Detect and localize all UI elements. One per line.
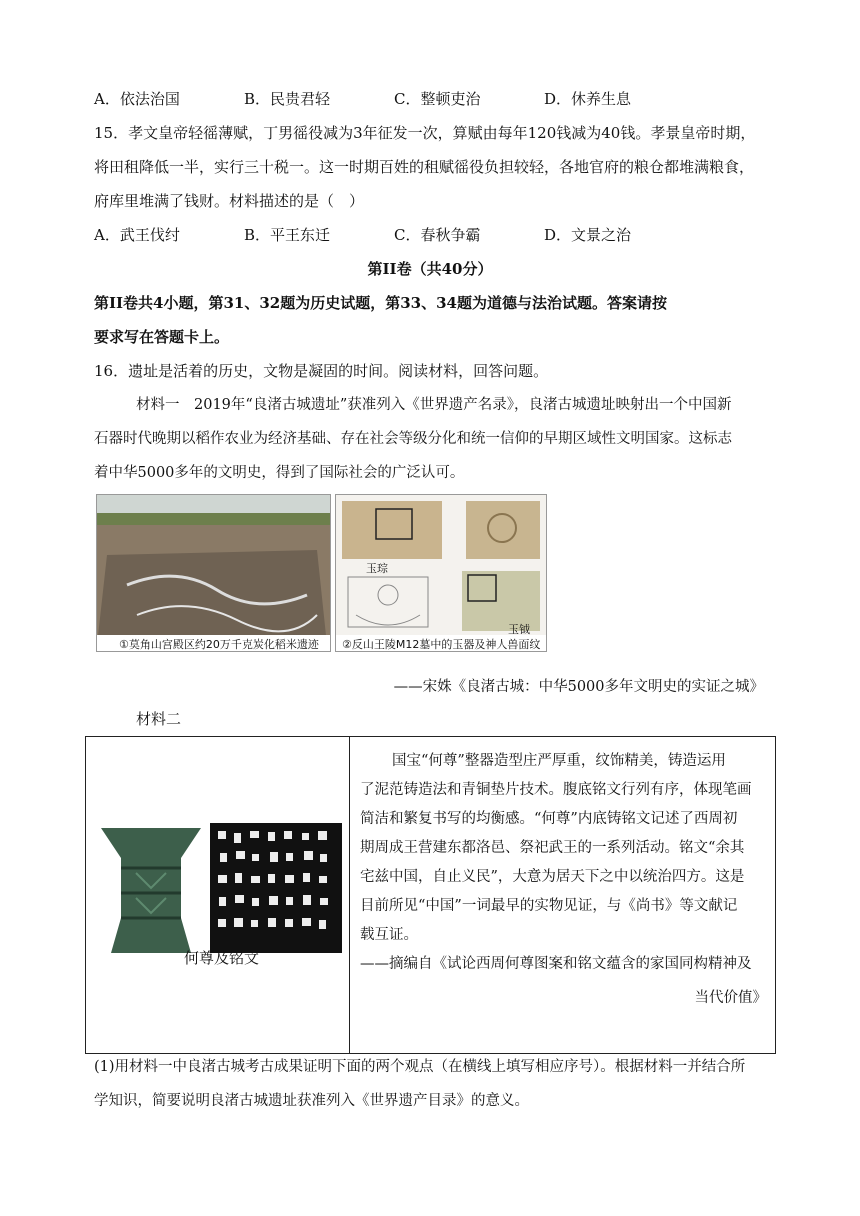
q16-intro: 16．遗址是活着的历史，文物是凝固的时间。阅读材料，回答问题。 xyxy=(94,362,549,380)
q14-option-b: B．民贵君轻 xyxy=(244,90,331,108)
material2-source-2: 当代价值》 xyxy=(694,990,767,1006)
section-title: 第II卷（共40分） xyxy=(367,260,493,278)
q15-option-d: D．文景之治 xyxy=(544,226,632,244)
jade-caption: ②反山王陵M12墓中的玉器及神人兽面纹 xyxy=(342,638,541,651)
material2-text-line-1: 国宝“何尊”整器造型庄严厚重，纹饰精美，铸造运用 xyxy=(392,753,726,769)
inscription-rubbing-image xyxy=(210,823,342,953)
material2-text-line-7: 载互证。 xyxy=(360,927,418,943)
material2-text-line-6: 目前所见“中国”一词最早的实物见证，与《尚书》等文献记 xyxy=(360,898,738,914)
label-jade-cong: 玉琮 xyxy=(366,562,388,575)
material1-line-1: 材料一 2019年“良渚古城遗址”获准列入《世界遗产名录》，良渚古城遗址映射出一个中国新 xyxy=(136,397,732,413)
material2-text-line-5: 宅兹中国，自止义民”，大意为居天下之中以统治四方。这是 xyxy=(360,869,745,885)
material2-text-line-4: 期周成王营建东都洛邑、祭祀武王的一系列活动。铭文“余其 xyxy=(360,840,745,856)
table-divider xyxy=(349,737,350,1053)
material1-line-2: 石器时代晚期以稻作农业为经济基础、存在社会等级分化和统一信仰的早期区域性文明国家。这标志 xyxy=(94,431,732,447)
material2-text-line-2: 了泥范铸造法和青铜垫片技术。腹底铭文行列有序，体现笔画 xyxy=(360,782,752,798)
sub-question-1-line-2: 学知识，简要说明良渚古城遗址获准列入《世界遗产目录》的意义。 xyxy=(94,1093,529,1109)
he-zun-vessel-image xyxy=(96,823,206,958)
jade-artifacts-photo xyxy=(335,494,547,652)
q15-option-a: A．武王伐纣 xyxy=(94,226,180,244)
q15-option-c: C．春秋争霸 xyxy=(394,226,481,244)
material1-line-3: 着中华5000多年的文明史，得到了国际社会的广泛认可。 xyxy=(94,465,465,481)
section-instructions-2: 要求写在答题卡上。 xyxy=(94,328,230,346)
q14-option-a: A．依法治国 xyxy=(94,90,180,108)
sub-question-1-line-1: (1)用材料一中良渚古城考古成果证明下面的两个观点（在横线上填写相应序号）。根据材料一并结合所 xyxy=(94,1059,746,1075)
material1-source: ——宋姝《良渚古城：中华5000多年文明史的实证之城》 xyxy=(393,679,764,695)
q15-line-3: 府库里堆满了钱财。材料描述的是（ ） xyxy=(94,192,365,210)
q14-option-d: D．休养生息 xyxy=(544,90,632,108)
vessel-caption: 何尊及铭文 xyxy=(184,949,260,967)
q15-line-2: 将田租降低一半，实行三十税一。这一时期百姓的租赋徭役负担较轻，各地官府的粮仓都堆满粮食， xyxy=(94,158,755,176)
label-jade-yue: 玉钺 xyxy=(508,623,530,636)
q15-line-1: 15．孝文皇帝轻徭薄赋，丁男徭役减为3年征发一次，算赋由每年120钱减为40钱。孝景皇帝时期， xyxy=(94,124,756,142)
material2-label: 材料二 xyxy=(136,710,182,728)
excavation-site-photo xyxy=(96,494,331,652)
material2-table xyxy=(85,736,776,1054)
material2-text-line-3: 简洁和繁复书写的均衡感。“何尊”内底铸铭文记述了西周初 xyxy=(360,811,738,827)
material2-source-1: ——摘编自《试论西周何尊图案和铭文蕴含的家国同构精神及 xyxy=(360,956,752,972)
section-instructions-1: 第II卷共4小题，第31、32题为历史试题，第33、34题为道德与法治试题。答案请按 xyxy=(94,294,667,312)
q14-option-c: C．整顿吏治 xyxy=(394,90,481,108)
q15-option-b: B．平王东迁 xyxy=(244,226,331,244)
excavation-caption: ①莫角山宫殿区约20万千克炭化稻米遗迹 xyxy=(119,638,319,651)
